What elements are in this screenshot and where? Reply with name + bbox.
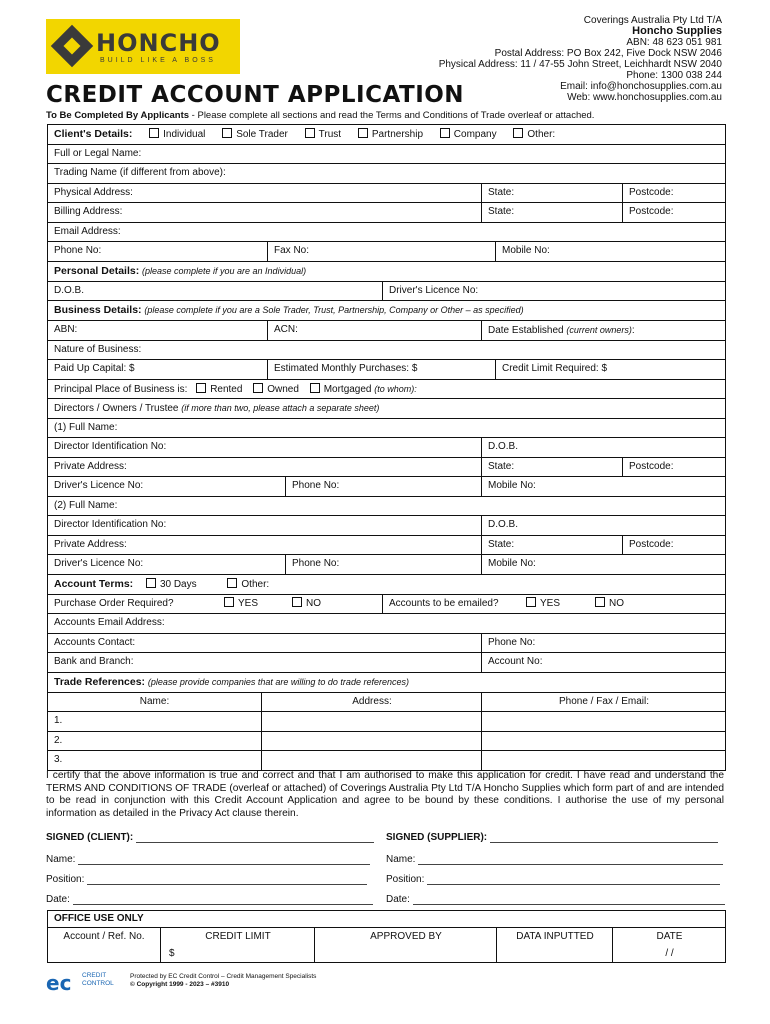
logo-text: HONCHO <box>96 29 221 57</box>
po-row <box>48 595 725 615</box>
ec-logo-sub: CREDIT CONTROL <box>82 972 114 987</box>
emailed-label: Accounts to be emailed? <box>382 595 499 614</box>
principal-label: Principal Place of Business is: <box>54 383 188 395</box>
checkbox-icon <box>305 128 315 138</box>
footer-text <box>130 973 316 989</box>
trade-note: (please provide companies that are willing to do trade references) <box>147 676 409 687</box>
col-phone: Phone / Fax / Email: <box>481 693 726 712</box>
po-no[interactable]: NO <box>286 595 321 614</box>
instructions <box>46 110 594 121</box>
checkbox-icon <box>358 128 368 138</box>
director-phone-label: Phone No: <box>285 555 339 574</box>
bank-row[interactable] <box>48 653 725 673</box>
checkbox-icon <box>227 578 237 588</box>
logo-tagline: BUILD LIKE A BOSS <box>100 57 216 64</box>
acn-label: ACN: <box>267 321 298 340</box>
checkbox-icon <box>595 597 605 607</box>
licence-label: Driver's Licence No: <box>382 282 478 301</box>
director-licence-label: Driver's Licence No: <box>54 558 144 569</box>
email-row[interactable] <box>48 223 725 243</box>
application-form <box>47 124 726 771</box>
email-label: Email Address: <box>54 225 121 237</box>
checkbox-icon <box>526 597 536 607</box>
trade-row-number: 2. <box>54 734 63 746</box>
acc-email-row[interactable] <box>48 614 725 634</box>
postcode-label: Postcode: <box>622 536 673 555</box>
company-line1: Coverings Australia Pty Ltd T/A <box>583 15 722 26</box>
trading-name-row[interactable] <box>48 164 725 184</box>
trade-row[interactable] <box>48 732 725 752</box>
monthly-label: Estimated Monthly Purchases: $ <box>267 360 417 379</box>
capital-label: Paid Up Capital: $ <box>54 363 135 374</box>
private-address-label: Private Address: <box>54 460 127 472</box>
company-physical: Physical Address: 11 / 47-55 John Street, Leichhardt NSW 2040 <box>438 59 722 70</box>
col-name: Name: <box>139 695 170 707</box>
fax-label: Fax No: <box>267 242 309 261</box>
checkbox-icon <box>292 597 302 607</box>
director-dob-label: D.O.B. <box>481 516 518 535</box>
trade-row[interactable] <box>48 751 725 771</box>
capital-row[interactable] <box>48 360 725 380</box>
acc-phone-label: Phone No: <box>481 634 535 653</box>
contact-numbers-row[interactable] <box>48 242 725 262</box>
trade-heading-row <box>48 673 725 693</box>
director1-name-row[interactable] <box>48 419 725 439</box>
office-date-format: / / <box>665 948 674 959</box>
client-position[interactable]: Position: <box>46 874 367 885</box>
directors-label: Directors / Owners / Trustee <box>54 403 179 414</box>
type-partnership[interactable]: Partnership <box>358 129 423 140</box>
billing-address-row[interactable] <box>48 203 725 223</box>
office-dollar: $ <box>169 948 175 959</box>
company-name: Honcho Supplies <box>632 25 722 37</box>
full-name-row[interactable] <box>48 145 725 165</box>
office-col-approved: APPROVED BY <box>314 928 497 962</box>
certification-text: I certify that the above information is true and correct and that I am authorised to make this application for credit. I have read and understand the TERMS AND CONDITIONS OF TRADE (overleaf or attached) of Coverings Australia Pty Ltd T/A Honcho Supplies which form part of and are intended to be read in conjunction with this Credit Account Application and agree to be bound by these conditions. I authorise the use of my personal information as detailed in the Privacy Act clause therein. <box>46 770 724 819</box>
emailed-yes[interactable]: YES <box>520 595 560 614</box>
business-heading-row <box>48 301 725 321</box>
bank-label: Bank and Branch: <box>54 656 134 667</box>
po-yes[interactable]: YES <box>218 595 258 614</box>
trade-heading: Trade References: <box>54 675 146 688</box>
account-no-label: Account No: <box>481 653 542 672</box>
postcode-label: Postcode: <box>622 203 673 222</box>
company-postal: Postal Address: PO Box 242, Five Dock NSW 2046 <box>494 48 722 59</box>
type-individual[interactable]: Individual <box>149 129 205 140</box>
abn-label: ABN: <box>54 324 78 335</box>
nature-label: Nature of Business: <box>54 343 142 355</box>
checkbox-icon <box>196 383 206 393</box>
billing-address-label: Billing Address: <box>54 206 123 217</box>
logo-mark-icon <box>51 25 93 67</box>
acc-contact-label: Accounts Contact: <box>54 636 136 648</box>
director1-licence-row[interactable] <box>48 477 725 497</box>
office-use-box <box>47 910 726 963</box>
footer-line1: Protected by EC Credit Control – Credit Management Specialists <box>130 973 317 980</box>
director-id-label: Director Identification No: <box>54 441 167 452</box>
full-name-label: Full or Legal Name: <box>54 147 142 159</box>
supplier-position[interactable]: Position: <box>386 874 720 885</box>
director-dob-label: D.O.B. <box>481 438 518 457</box>
client-date[interactable]: Date: <box>46 894 373 905</box>
acc-email-label: Accounts Email Address: <box>54 617 165 628</box>
personal-heading: Personal Details: <box>54 264 140 277</box>
established-note: (current owners) <box>566 325 632 335</box>
footer-line2: © Copyright 1999 - 2023 – #3910 <box>130 981 230 988</box>
director2-id-row[interactable] <box>48 516 725 536</box>
directors-note: (if more than two, please attach a separate sheet) <box>181 403 380 413</box>
to-whom-note: (to whom): <box>374 383 417 394</box>
rented-option[interactable]: Rented <box>196 384 242 395</box>
company-web: Web: www.honchosupplies.com.au <box>567 92 722 103</box>
state-label: State: <box>481 536 514 555</box>
personal-heading-row <box>48 262 725 282</box>
limit-label: Credit Limit Required: $ <box>495 360 607 379</box>
owned-option[interactable]: Owned <box>253 384 299 395</box>
business-heading: Business Details: <box>54 304 142 316</box>
private-address-label: Private Address: <box>54 538 127 550</box>
dob-label: D.O.B. <box>54 284 85 296</box>
office-col-credit: CREDIT LIMIT <box>205 931 271 942</box>
principal-row <box>48 380 725 400</box>
phone-label: Phone No: <box>54 245 102 256</box>
state-label: State: <box>481 184 514 203</box>
client-type-row <box>48 125 725 145</box>
dob-row[interactable] <box>48 282 725 302</box>
trade-col-headers <box>48 693 725 713</box>
full-name-2-label: (2) Full Name: <box>54 499 118 511</box>
director2-address-row[interactable] <box>48 536 725 556</box>
company-abn: ABN: 48 623 051 981 <box>626 37 722 48</box>
state-label: State: <box>481 458 514 477</box>
business-note: (please complete if you are a Sole Trader, Trust, Partnership, Company or Other – as specified) <box>144 305 524 315</box>
terms-30-days[interactable]: 30 Days <box>146 579 197 590</box>
director-phone-label: Phone No: <box>285 477 339 496</box>
director-licence-label: Driver's Licence No: <box>54 480 144 491</box>
established-label: Date Established <box>488 325 564 336</box>
trade-row[interactable] <box>48 712 725 732</box>
director-mobile-label: Mobile No: <box>481 477 536 496</box>
type-company[interactable]: Company <box>440 129 497 140</box>
checkbox-icon <box>253 383 263 393</box>
col-address: Address: <box>261 693 482 712</box>
client-heading: Client's Details: <box>54 128 133 140</box>
directors-row <box>48 399 725 419</box>
trade-row-number: 1. <box>54 715 63 726</box>
state-label: State: <box>481 203 514 222</box>
honcho-logo <box>46 19 240 74</box>
acc-contact-row[interactable] <box>48 634 725 654</box>
personal-note: (please complete if you are an Individual) <box>141 265 307 276</box>
postcode-label: Postcode: <box>622 458 673 477</box>
company-phone: Phone: 1300 038 244 <box>626 70 722 81</box>
terms-other[interactable]: Other: <box>227 579 269 590</box>
office-col-date: DATE <box>656 931 683 942</box>
office-heading: OFFICE USE ONLY <box>48 911 725 928</box>
office-col-account: Account / Ref. No. <box>63 931 145 942</box>
ec-logo: ec <box>46 971 72 995</box>
supplier-date[interactable]: Date: <box>386 894 725 905</box>
type-other[interactable]: Other: <box>513 129 555 140</box>
physical-address-row[interactable] <box>48 184 725 204</box>
director-id-label: Director Identification No: <box>54 519 167 530</box>
signed-supplier[interactable]: SIGNED (SUPPLIER): <box>386 832 718 843</box>
office-col-data: DATA INPUTTED <box>496 928 613 962</box>
postcode-label: Postcode: <box>622 184 673 203</box>
checkbox-icon <box>310 383 320 393</box>
nature-row[interactable] <box>48 341 725 361</box>
director-mobile-label: Mobile No: <box>481 555 536 574</box>
account-terms-row <box>48 575 725 595</box>
supplier-name[interactable]: Name: <box>386 854 723 865</box>
mobile-label: Mobile No: <box>495 242 550 261</box>
trading-name-label: Trading Name (if different from above): <box>54 167 226 178</box>
director1-address-row[interactable] <box>48 458 725 478</box>
director2-name-row[interactable] <box>48 497 725 517</box>
abn-row[interactable]: ABN: ACN: Date Established (current owners): <box>48 321 725 341</box>
type-trust[interactable]: Trust <box>305 129 341 140</box>
mortgaged-option[interactable]: Mortgaged <box>310 384 372 395</box>
account-heading: Account Terms: <box>54 577 134 590</box>
signed-client[interactable]: SIGNED (CLIENT): <box>46 832 374 843</box>
checkbox-icon <box>222 128 232 138</box>
company-email: Email: info@honchosupplies.com.au <box>560 81 722 92</box>
director2-licence-row[interactable] <box>48 555 725 575</box>
type-sole-trader[interactable]: Sole Trader <box>222 129 288 140</box>
client-name[interactable]: Name: <box>46 854 370 865</box>
emailed-no[interactable]: NO <box>589 595 624 614</box>
company-details <box>439 15 722 103</box>
po-label: Purchase Order Required? <box>54 597 174 609</box>
instructions-text: - Please complete all sections and read the Terms and Conditions of Trade overleaf or attached. <box>189 110 595 121</box>
checkbox-icon <box>513 128 523 138</box>
director1-id-row[interactable] <box>48 438 725 458</box>
checkbox-icon <box>440 128 450 138</box>
physical-address-label: Physical Address: <box>54 186 133 198</box>
instructions-bold: To Be Completed By Applicants <box>46 110 190 121</box>
checkbox-icon <box>146 578 156 588</box>
checkbox-icon <box>149 128 159 138</box>
checkbox-icon <box>224 597 234 607</box>
full-name-1-label: (1) Full Name: <box>54 421 118 433</box>
trade-row-number: 3. <box>54 754 63 765</box>
page-title: CREDIT ACCOUNT APPLICATION <box>46 82 465 108</box>
